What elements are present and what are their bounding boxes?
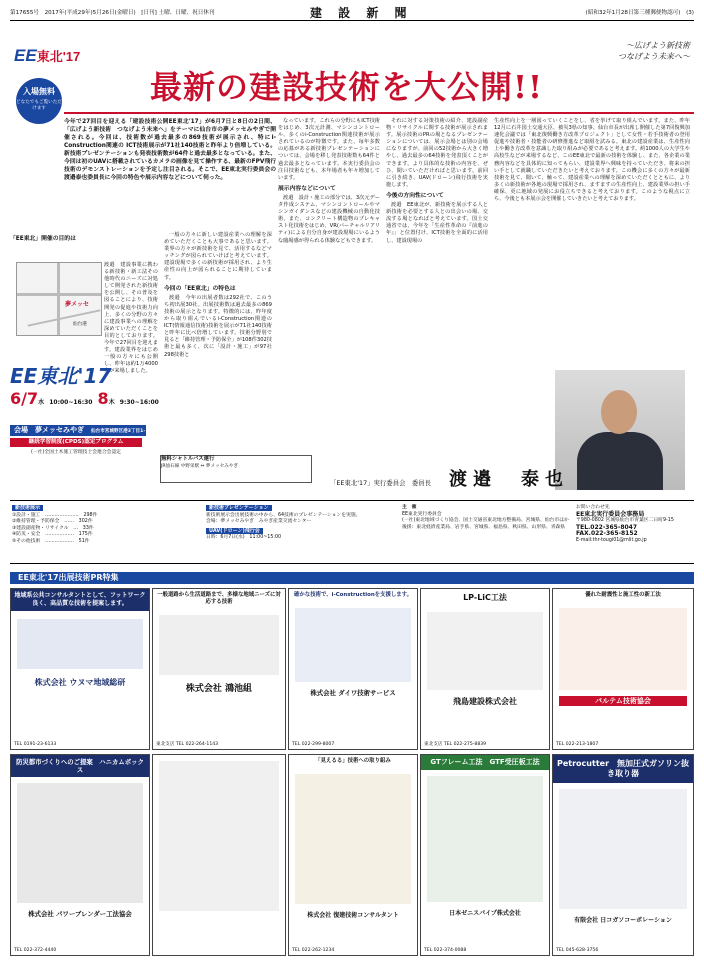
article-col1-top bbox=[10, 246, 158, 262]
date2: 8 bbox=[97, 389, 109, 408]
ee-tohoku-logo: EE東北'17 bbox=[14, 46, 81, 65]
page-headline: 最新の建設技術を大公開!! bbox=[150, 68, 544, 106]
article-sub-purpose: 「EE東北」開催の目的は bbox=[10, 236, 76, 242]
article-col5: 生産性向上を一層図っていくことをし、省を挙げて取り組んでいます。また、昨年12月に石井国土交通大臣、被災3県の知事、仙台市長が出席し開催した第7回復興加速化会議では「東北復興働き方改革プロジェクト」として女性・若手技術者の登用促進や技術者・技能者の研修推進など取組を試みる。東北の建設産業は、生産性向上や働き方改革を意識した取り組みが必要であると考えます。約1000人の大学生や高校生などが来場するなど、このEE東北で最新の技術を体験し、また、各企業の業務内容などを具体的に知ってもらい、建設業界へ興味を持っていただき、将来の担い手として就職していただきたいと考えております。この機会に多くの方々が最新技術を見て、聞いて、触って、建設産業への理解を深めていただくとともに、より多くの新技術が各地の現場で採用され、ますますの生産性向上、建設業界の担い手確保、更に地域の発展にお役立ちできると考えております。このような視点に立ち、今後とも本展示会を開催していきたいと考えております。 bbox=[494, 118, 690, 203]
ad-petrocutter: Petrocutter 無加圧式ガソリン抜き取り器 有限会社 日コガソコーポレーション TEL 045-628-3756 bbox=[552, 754, 694, 956]
page-number: (昭和32年1月28日第三種郵便物認可) (3) bbox=[585, 10, 694, 16]
ad-fukken: 「見えるる」技術への取り組み 株式会社 復建技術コンサルタント TEL 022-262-1234 bbox=[288, 754, 418, 956]
venue-map bbox=[16, 262, 102, 336]
date1: 6/7 bbox=[10, 389, 39, 408]
ad-daiwa: 確かな技術で、i-Constructionを支援します。 株式会社 ダイワ技術サービス TEL 022-299-8007 bbox=[288, 588, 418, 750]
cpds-banner: 継続学習制度(CPDS)認定プログラム bbox=[10, 438, 142, 447]
shuttle-bus-box: 無料シャトルバス運行 JR仙石線 中野栄駅 ⇔ 夢メッセみやぎ bbox=[160, 455, 312, 483]
ad-konoike: 一般道路から生活道路まで、多様な地域ニーズに対応する技術 株式会社 鴻池組 東北支店 TEL 022-264-1143 bbox=[152, 588, 286, 750]
cpds-org: (一社)全国土木施工管理技士会連合会認定 bbox=[30, 450, 122, 455]
headline-rule bbox=[64, 112, 694, 114]
article-lead: 今年で27回目を迎える「建設技術公開EE東北'17」が6月7日と8日の2日間、「広げよう新技術 つなげよう未来へ」をテーマに仙台市の夢メッセみやぎで開催される。今回は、技術数が過去最多の869技術が展示され、特にi-Construction関連の ICT技術展示が71社140技術と昨年より倍増している。新技術プレゼンテーションも発表技術数が64件と過去最多となっている。また、今回は初のUAVに搭載されているカメラの画像を見て操作する、最新のFPV飛行技術のデモンストレーションを予定し注目される。そこで、EE東北実行委員会の渡邉泰也委員長に今回の特色や展示内容などについて伺った。 bbox=[64, 119, 276, 181]
ad-honeycomb: 防災都市づくりへのご提案 ハニカムボックス 株式会社 パワーブレンダー工法協会 TEL 022-372-4440 bbox=[10, 754, 150, 956]
presentation-summary: 新技術プレゼンテーション 新技術展示会出展技術の中から、64技術のプレゼンテーションを実施。 会場：夢メッセみやぎ みやぎ産業交流センター UAV(ドローン)飛行会 日時：6月7日(水) 11:00~15:00 bbox=[206, 505, 361, 541]
time1: 10:00~16:30 bbox=[49, 399, 93, 406]
ad-tobishima: LP-LiC工法 飛島建設株式会社 東北支店 TEL 022-275-8839 bbox=[420, 588, 550, 750]
ad-paltem: 優れた耐震性と施工性の新工法 バルテム技術協会 TEL 022-213-1807 bbox=[552, 588, 694, 750]
pr-section-title: EE東北'17出展技術PR特集 bbox=[10, 572, 694, 584]
masthead-title: 建 設 新 聞 bbox=[310, 6, 413, 20]
article-col1: 渡邉 建設事業に携わる新技術・新工法その他時代のニーズに対処して開発された新技術を公開し、その普及を図ることにより、技術開発の促進や技術力向上、多くの分野の方々に建設事業への理解を深めていただくことを目的としております。今年で27回目を迎えます。建設業界をはじめ一般の方々にも公開し、昨年は約1万4000人が来場しました。 bbox=[104, 262, 158, 375]
venue-bar: 会場 夢メッセみやぎ 仙台市宮城野区港3丁目1- bbox=[10, 425, 146, 436]
ad-power-blender bbox=[152, 754, 286, 956]
ad-unuma: 地域系公共コンサルタントとして、フットワーク良く、高品質な技術を提案します。 株式会社 ウヌマ地域総研 TEL 0191-23-6133 bbox=[10, 588, 150, 750]
event-dates: EE東北'17 6/7水 10:00~16:30 8木 9:30~16:00 bbox=[10, 360, 160, 460]
chairman-photo bbox=[555, 370, 685, 490]
free-admission-badge: 入場無料 どなたでもご覧いただけます bbox=[16, 78, 62, 124]
time2: 9:30~16:00 bbox=[119, 399, 159, 406]
ad-gt-frame: GTフレーム工法 GTF受圧板工法 日本ゼニスパイプ株式会社 TEL 022-374-0088 bbox=[420, 754, 550, 956]
info-block bbox=[10, 500, 694, 564]
article-col2: 一般の方々に新しい建設産業への理解を深めていただくことも大事であると思います。業界の方々が新技術を見て、活用するなどマッチングが図られていけばと考えています。建設現場で多くの新技術が採用され、より生産性の向上が図られることに期待しています。 今回の「EE東北」の特色は 渡邉 今年の出展者数は292社で、このうち初出展30社。出展技術数は過去最多の869技術の展示となります。特徴的には、昨年度から取り組んでいるi-Construction関連のICT(情報通信技術)技術を展示が71社140技術と昨年に比べ倍増しています。技術分野別で見ると「維持管理・予防保全」が108件302技術と最も多く、次に「設計・施工」が97社298技術と bbox=[164, 232, 272, 358]
map-venue-label: 夢メッセ bbox=[65, 301, 90, 308]
issue-line: 第17655号 2017年(平成29年)5月26日(金曜日) [日刊] 土曜、日曜、祝日休刊 bbox=[10, 10, 215, 16]
map-city-label: 仙台港 bbox=[73, 322, 87, 327]
article-col4: それに対する対策技術の紹介、建設副産物・リサイクルに関する技術が展示されます。展示技術のPRの場となるプレゼンテーションについては、展示会場とは別の会場になりますが、前回の52技術から大きく増やし、過去最多の64技術を発表頂くことができます。より具体的な技術の内容を、ぜひ、聞いていただければと思います。前回に引き続き、UAV(ドローン)飛行技術を実施します。 今後の方向性について 渡邉 EE東北が、新技術を展示する人と新技術を必要とする人との出会いの場、交流する場となればと考えています。国土交通省では、今年を「生産性革命の『前進の年』」と位置付け、ICT技術を全面的に活用し、建設現場の bbox=[386, 118, 488, 244]
chairman-signature: 「EE東北'17」実行委員会 委員長 渡邉 泰也 bbox=[330, 469, 570, 490]
tagline: ～広げよう新技術 つなげよう未来へ～ bbox=[618, 41, 690, 61]
contact-box: お問い合わせ先 EE東北実行委員会事務局 〒980-0802 宮城県仙台市青葉区二日町9-15 TEL.022-365-8047 FAX.022-365-8152 E-mail:thr-tougi01@mlit.go.jp bbox=[576, 505, 674, 543]
exhibit-summary: 新技術展示 ①設計・施工 ………………… 298件 ②維持管理・予防保全 …… 302件 ③建設副産物・リサイクル … 33件 ④防災・安全 ……………… 175件 ⑤その他技術 ……………… 51件 bbox=[12, 505, 98, 544]
masthead-bar bbox=[10, 4, 694, 21]
organizer-summary: 主 催 EE東北実行委員会 (一社)東北地域づくり協会、国土交通省東北地方整備局、宮城県、仙台市ほか 後援：東北経済産業局、岩手県、宮城県、福島県、秋田県、山形県、青森県 bbox=[402, 505, 569, 530]
article-col3: なっています。これらの分野にもICT技術をはじめ、3次元計測、マシンコントロール、多くのi-Construction関連技術が展示されているのが特徴です。また、毎年多数の応募がある新技術プレゼンテーションについては、会場を移し発表技術数も64件と過去最多となっています。本実行委員会の注目技術なども、本年場者も年々増加しています。 展示内容などについて 渡邉 設計・施工の部分では、3次元データ作成システム、マシンコントロールやマシンガイダンスなどの建設機械の自動化技術、また、コンクリート構造物のプレキャスト化技術をはじめ、VR(バーチャルリアリティ)による自分自身が建設現場にいるような臨場感が得られる体験などもできます。 bbox=[278, 118, 380, 244]
event-logo: EE東北'17 bbox=[10, 364, 112, 388]
